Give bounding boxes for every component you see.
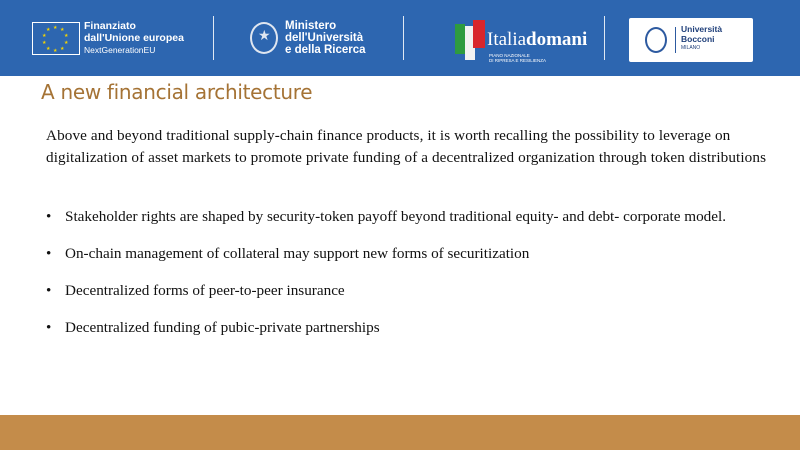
eu-line3: NextGenerationEU bbox=[84, 45, 156, 55]
list-item: • Stakeholder rights are shaped by security-token payoff beyond traditional equity- and debt- corporate model. bbox=[46, 208, 727, 225]
slide-title: A new financial architecture bbox=[41, 80, 313, 104]
eu-line1: Finanziato bbox=[84, 20, 136, 32]
header-banner bbox=[0, 0, 800, 76]
footer-bar bbox=[0, 415, 800, 450]
list-item: • Decentralized funding of pubic-private partnerships bbox=[46, 319, 380, 336]
bocconi-logo bbox=[629, 18, 753, 62]
italia-flag-icon bbox=[455, 18, 485, 60]
list-item: • Decentralized forms of peer-to-peer insurance bbox=[46, 282, 345, 299]
eu-flag-icon: ★ ★ ★ ★ ★ ★ ★ ★ ★ ★ bbox=[32, 22, 80, 55]
divider bbox=[604, 16, 605, 60]
eu-line2: dall'Unione europea bbox=[84, 32, 184, 44]
bocconi-line3: MILANO bbox=[681, 45, 701, 51]
bocconi-seal-icon bbox=[645, 27, 667, 53]
ministry-line2: dell'Università bbox=[285, 32, 364, 44]
eu-logo-text bbox=[84, 20, 184, 56]
bocconi-line2: Bocconi bbox=[681, 33, 715, 44]
ministry-logo-text bbox=[285, 20, 366, 56]
divider bbox=[403, 16, 404, 60]
bocconi-line1: Università bbox=[681, 24, 723, 34]
divider bbox=[213, 16, 214, 60]
bullet-list bbox=[46, 206, 786, 354]
ministry-line1: Ministero bbox=[285, 20, 337, 32]
ministry-line3: e della Ricerca bbox=[285, 44, 366, 56]
italian-republic-emblem-icon bbox=[250, 22, 278, 54]
intro-paragraph: Above and beyond traditional supply-chain finance products, it is worth recalling the possibility to leverage on digitalization of asset markets to promote private funding of a decentralized organization through token distributions bbox=[46, 127, 767, 166]
italiadomani-logo: Italiadomani bbox=[487, 29, 588, 50]
list-item: • On-chain management of collateral may support new forms of securitization bbox=[46, 245, 530, 262]
italiadomani-subtitle: PIANO NAZIONALE DI RIPRESA E RESILIENZA bbox=[489, 53, 547, 63]
